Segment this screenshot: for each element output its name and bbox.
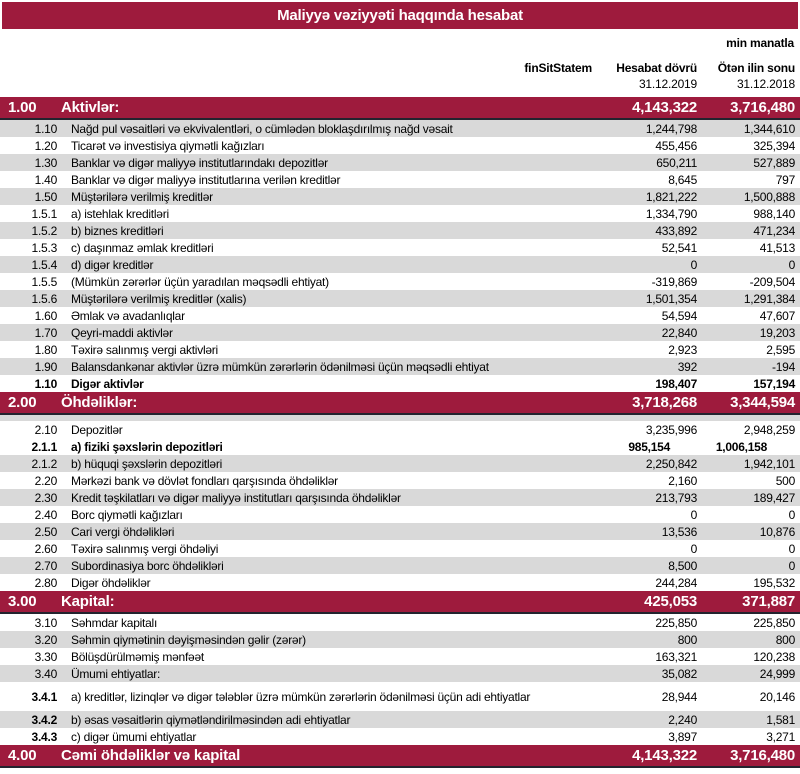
row-value-previous: 325,394 — [753, 138, 795, 153]
row-label: Səhmdar kapitalı — [71, 615, 158, 630]
row-value-previous: 797 — [775, 172, 795, 187]
row-label: Banklar və digər maliyyə institutlarındakı depozitlər — [71, 155, 328, 170]
row-code: 1.70 — [34, 325, 57, 340]
section-row — [0, 97, 800, 120]
row-value-previous: 500 — [775, 473, 795, 488]
row-value-previous: 1,291,384 — [743, 291, 795, 306]
row-value-previous: 0 — [788, 541, 795, 556]
row-code: 3.00 — [8, 593, 37, 610]
row-value-current: 433,892 — [655, 223, 697, 238]
row-code: 2.60 — [34, 541, 57, 556]
row-code: 1.5.5 — [31, 274, 57, 289]
row-value-current: 8,645 — [668, 172, 697, 187]
row-code: 1.20 — [34, 138, 57, 153]
row-value-current: 4,143,322 — [632, 99, 697, 116]
table-row — [0, 358, 800, 375]
row-value-previous: 371,887 — [742, 593, 795, 610]
table-row — [0, 523, 800, 540]
row-code: 1.10 — [34, 121, 57, 136]
table-row — [0, 574, 800, 591]
row-label: Öhdəliklər: — [61, 394, 138, 411]
row-value-current: 3,897 — [668, 729, 697, 744]
row-value-previous: 157,194 — [753, 376, 795, 391]
report-table — [0, 97, 800, 768]
row-code: 1.90 — [34, 359, 57, 374]
row-label: Ticarət və investisiya qiymətli kağızları — [71, 138, 265, 153]
row-label: Ümumi ehtiyatlar: — [71, 666, 161, 681]
row-label: b) biznes kreditləri — [71, 223, 164, 238]
table-row — [0, 273, 800, 290]
row-value-previous: 0 — [788, 558, 795, 573]
previous-period-date: 31.12.2018 — [736, 77, 795, 91]
row-code: 1.10 — [34, 376, 57, 391]
table-row — [0, 205, 800, 222]
row-label: c) digər ümumi ehtiyatlar — [71, 729, 197, 744]
current-period-date: 31.12.2019 — [638, 77, 697, 91]
row-value-current: 52,541 — [661, 240, 697, 255]
row-label: Balansdankənar aktivlər üzrə mümkün zərərlərin ödənilməsi üçün məqsədli ehtiyat — [71, 359, 489, 374]
row-code: 4.00 — [8, 747, 37, 764]
row-value-previous: 120,238 — [753, 649, 795, 664]
previous-period-header: Ötən ilin sonu — [717, 61, 795, 75]
row-value-current: 0 — [690, 541, 697, 556]
row-label: a) istehlak kreditləri — [71, 206, 169, 221]
row-value-previous: 3,716,480 — [730, 99, 795, 116]
row-value-previous: 2,948,259 — [743, 422, 795, 437]
table-row — [0, 171, 800, 188]
row-value-current: 985,154 — [628, 439, 670, 454]
column-header-dates — [0, 76, 800, 92]
row-label: a) kreditlər, lizinqlər və digər tələblər üzrə mümkün zərərlərin ödənilməsi üçün adi ehtiyatlar — [71, 689, 531, 704]
row-value-current: 1,334,790 — [645, 206, 697, 221]
table-row — [0, 290, 800, 307]
row-value-previous: 41,513 — [759, 240, 795, 255]
table-row — [0, 728, 800, 745]
row-label: b) hüquqi şəxslərin depozitləri — [71, 456, 223, 471]
row-label: Borc qiymətli kağızları — [71, 507, 183, 522]
row-value-previous: 3,716,480 — [730, 747, 795, 764]
table-row — [0, 472, 800, 489]
row-value-current: 2,250,842 — [645, 456, 697, 471]
row-value-previous: 20,146 — [759, 689, 795, 704]
row-code: 2.00 — [8, 394, 37, 411]
row-value-current: 1,821,222 — [645, 189, 697, 204]
table-row — [0, 557, 800, 574]
row-code: 1.60 — [34, 308, 57, 323]
row-value-current: 3,718,268 — [632, 394, 697, 411]
row-value-previous: 1,344,610 — [743, 121, 795, 136]
table-row — [0, 489, 800, 506]
row-code: 1.00 — [8, 99, 37, 116]
row-value-previous: 2,595 — [766, 342, 795, 357]
row-value-current: 0 — [690, 257, 697, 272]
row-code: 3.30 — [34, 649, 57, 664]
table-row — [0, 341, 800, 358]
row-value-previous: -209,504 — [749, 274, 795, 289]
row-value-previous: 47,607 — [759, 308, 795, 323]
table-row — [0, 375, 800, 392]
row-code: 2.80 — [34, 575, 57, 590]
row-code: 1.30 — [34, 155, 57, 170]
row-value-current: 650,211 — [656, 155, 697, 170]
row-label: Digər aktivlər — [71, 376, 144, 391]
row-label: (Mümkün zərərlər üçün yaradılan məqsədli ehtiyat) — [71, 274, 329, 289]
row-code: 2.10 — [34, 422, 57, 437]
row-label: Digər öhdəliklər — [71, 575, 151, 590]
table-row — [0, 438, 800, 455]
report-title: Maliyyə vəziyyəti haqqında hesabat — [277, 7, 523, 24]
row-label: a) fiziki şəxslərin depozitləri — [71, 439, 223, 454]
row-label: Aktivlər: — [61, 99, 120, 116]
unit-note: min manatla — [726, 36, 794, 50]
row-value-current: 1,501,354 — [645, 291, 697, 306]
row-label: Banklar və digər maliyyə institutlarına verilən kreditlər — [71, 172, 341, 187]
table-row — [0, 188, 800, 205]
row-value-current: 35,082 — [661, 666, 697, 681]
table-row — [0, 137, 800, 154]
row-value-current: -319,869 — [651, 274, 697, 289]
row-value-previous: 800 — [775, 632, 795, 647]
table-row — [0, 614, 800, 631]
table-row — [0, 421, 800, 438]
row-value-current: 198,407 — [655, 376, 697, 391]
row-value-previous: 195,532 — [753, 575, 795, 590]
row-value-previous: 1,942,101 — [743, 456, 795, 471]
row-code: 2.1.2 — [31, 456, 57, 471]
row-label: Təxirə salınmış vergi öhdəliyi — [71, 541, 219, 556]
row-label: Cari vergi öhdəlikləri — [71, 524, 175, 539]
row-label: Müştərilərə verilmiş kreditlər (xalis) — [71, 291, 247, 306]
row-value-previous: 225,850 — [753, 615, 795, 630]
row-code: 3.10 — [34, 615, 57, 630]
row-code: 3.40 — [34, 666, 57, 681]
row-value-previous: 527,889 — [753, 155, 795, 170]
column-headers — [0, 60, 800, 92]
row-value-current: 2,923 — [668, 342, 697, 357]
form-code-label: finSitStatem — [524, 61, 592, 75]
table-row — [0, 688, 800, 705]
row-code: 3.4.2 — [31, 712, 57, 727]
table-row — [0, 540, 800, 557]
row-value-current: 244,284 — [655, 575, 697, 590]
row-value-previous: 471,234 — [753, 223, 795, 238]
table-row — [0, 154, 800, 171]
row-value-previous: 1,006,158 — [715, 439, 767, 454]
row-value-previous: 3,344,594 — [730, 394, 795, 411]
section-row — [0, 392, 800, 415]
table-row — [0, 648, 800, 665]
table-row — [0, 455, 800, 472]
row-value-previous: 24,999 — [759, 666, 795, 681]
row-value-current: 2,160 — [668, 473, 697, 488]
column-header-labels — [0, 60, 800, 76]
current-period-header: Hesabat dövrü — [616, 61, 697, 75]
row-label: Təxirə salınmış vergi aktivləri — [71, 342, 218, 357]
row-code: 1.40 — [34, 172, 57, 187]
row-code: 1.5.1 — [31, 206, 57, 221]
row-value-current: 455,456 — [655, 138, 697, 153]
row-value-current: 163,321 — [655, 649, 697, 664]
row-code: 2.70 — [34, 558, 57, 573]
row-value-previous: 189,427 — [753, 490, 795, 505]
row-value-current: 13,536 — [661, 524, 697, 539]
row-value-current: 28,944 — [661, 689, 697, 704]
section-row — [0, 745, 800, 768]
row-value-current: 2,240 — [668, 712, 697, 727]
row-code: 3.20 — [34, 632, 57, 647]
row-code: 3.4.3 — [31, 729, 57, 744]
table-row — [0, 222, 800, 239]
row-value-current: 392 — [677, 359, 697, 374]
row-value-current: 8,500 — [668, 558, 697, 573]
row-value-previous: 10,876 — [759, 524, 795, 539]
row-value-current: 1,244,798 — [645, 121, 697, 136]
row-code: 1.80 — [34, 342, 57, 357]
row-value-previous: 1,581 — [766, 712, 795, 727]
row-value-current: 225,850 — [655, 615, 697, 630]
table-row — [0, 506, 800, 523]
row-code: 2.20 — [34, 473, 57, 488]
row-label: d) digər kreditlər — [71, 257, 154, 272]
row-value-previous: 988,140 — [753, 206, 795, 221]
row-code: 1.5.3 — [31, 240, 57, 255]
row-value-current: 425,053 — [644, 593, 697, 610]
table-row — [0, 307, 800, 324]
row-label: Kredit təşkilatları və digər maliyyə institutları qarşısında öhdəliklər — [71, 490, 401, 505]
row-label: Depozitlər — [71, 422, 123, 437]
row-value-current: 800 — [677, 632, 697, 647]
row-label: Müştərilərə verilmiş kreditlər — [71, 189, 213, 204]
row-code: 1.5.4 — [31, 257, 57, 272]
row-value-previous: 19,203 — [759, 325, 795, 340]
row-code: 1.50 — [34, 189, 57, 204]
row-label: Bölüşdürülməmiş mənfəət — [71, 649, 204, 664]
row-label: Cəmi öhdəliklər və kapital — [61, 747, 241, 764]
table-row — [0, 120, 800, 137]
row-code: 2.1.1 — [31, 439, 57, 454]
table-row — [0, 324, 800, 341]
section-row — [0, 591, 800, 614]
row-value-current: 0 — [690, 507, 697, 522]
row-code: 3.4.1 — [31, 689, 57, 704]
table-row — [0, 711, 800, 728]
row-code: 2.40 — [34, 507, 57, 522]
row-code: 2.50 — [34, 524, 57, 539]
table-row — [0, 631, 800, 648]
table-row — [0, 256, 800, 273]
row-label: Qeyri-maddi aktivlər — [71, 325, 173, 340]
row-label: Əmlak və avadanlıqlar — [71, 308, 185, 323]
row-value-current: 54,594 — [661, 308, 697, 323]
row-value-previous: 3,271 — [766, 729, 795, 744]
row-label: Mərkəzi bank və dövlət fondları qarşısında öhdəliklər — [71, 473, 338, 488]
report-title-bar — [2, 2, 798, 29]
row-value-current: 213,793 — [655, 490, 697, 505]
table-row — [0, 239, 800, 256]
row-value-previous: 0 — [788, 507, 795, 522]
row-label: b) əsas vəsaitlərin qiymətləndirilməsindən adi ehtiyatlar — [71, 712, 351, 727]
table-row — [0, 665, 800, 682]
row-code: 1.5.2 — [31, 223, 57, 238]
row-value-current: 4,143,322 — [632, 747, 697, 764]
row-value-current: 22,840 — [661, 325, 697, 340]
row-value-previous: 1,500,888 — [743, 189, 795, 204]
row-label: Kapital: — [61, 593, 115, 610]
row-label: c) daşınmaz əmlak kreditləri — [71, 240, 214, 255]
row-value-current: 3,235,996 — [645, 422, 697, 437]
row-label: Subordinasiya borc öhdəlikləri — [71, 558, 224, 573]
row-label: Səhmin qiymətinin dəyişməsindən gəlir (zərər) — [71, 632, 306, 647]
row-code: 2.30 — [34, 490, 57, 505]
row-code: 1.5.6 — [31, 291, 57, 306]
row-value-previous: 0 — [788, 257, 795, 272]
row-label: Nağd pul vəsaitləri və ekvivalentləri, o cümlədən bloklaşdırılmış nağd vəsait — [71, 121, 453, 136]
row-value-previous: -194 — [771, 359, 795, 374]
